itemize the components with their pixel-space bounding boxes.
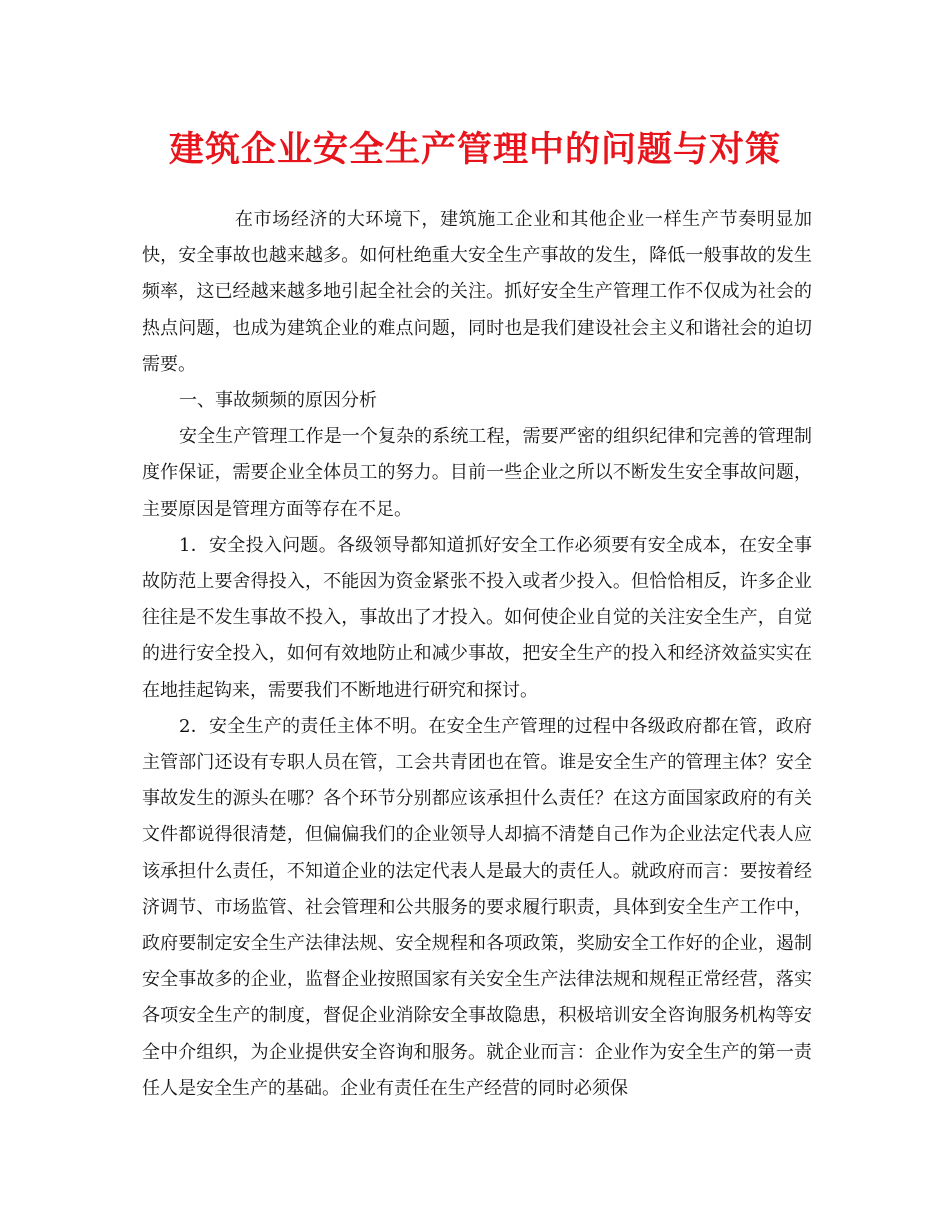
section-heading: 一、事故频频的原因分析 [179,390,377,412]
paragraph-intro: 在市场经济的大环境下，建筑施工企业和其他企业一样生产节奏明显加快，安全事故也越来越多。如何杜绝重大安全生产事故的发生，降低一般事故的发生频率，这已经越来越多地引起全社会的关注。抓好安全生产管理工作不仅成为社会的热点问题，也成为建筑企业的难点问题，同时也是我们建设社会主义和谐社会的迫切需要。 [142,209,812,375]
paragraph-analysis: 安全生产管理工作是一个复杂的系统工程，需要严密的组织纪律和完善的管理制度作保证，需要企业全体员工的努力。目前一些企业之所以不断发生安全事故问题，主要原因是管理方面等存在不足。 [142,426,812,520]
page-title: 建筑企业安全生产管理中的问题与对策 [168,129,781,170]
paragraph-point-2: 2．安全生产的责任主体不明。在安全生产管理的过程中各级政府都在管，政府主管部门还设有专职人员在管，工会共青团也在管。谁是安全生产的管理主体？安全事故发生的源头在哪？各个环节分别都应该承担什么责任？在这方面国家政府的有关文件都说得很清楚，但偏偏我们的企业领导人却搞不清楚自己作为企业法定代表人应该承担什么责任，不知道企业的法定代表人是最大的责任人。就政府而言：要按着经济调节、市场监管、社会管理和公共服务的要求履行职责，具体到安全生产工作中，政府要制定安全生产法律法规、安全规程和各项政策，奖励安全工作好的企业，遏制安全事故多的企业，监督企业按照国家有关安全生产法律法规和规程正常经营，落实各项安全生产的制度，督促企业消除安全事故隐患，积极培训安全咨询服务机构等安全中介组织，为企业提供安全咨询和服务。就企业而言：企业作为安全生产的第一责任人是安全生产的基础。企业有责任在生产经营的同时必须保 [142,715,812,1099]
document-body [142,202,812,1107]
paragraph-point-1: 1．安全投入问题。各级领导都知道抓好安全工作必须要有安全成本，在安全事故防范上要舍得投入，不能因为资金紧张不投入或者少投入。但恰恰相反，许多企业往往是不发生事故不投入，事故出了才投入。如何使企业自觉的关注安全生产，自觉的进行安全投入，如何有效地防止和减少事故，把安全生产的投入和经济效益实实在在地挂起钩来，需要我们不断地进行研究和探讨。 [142,534,812,701]
